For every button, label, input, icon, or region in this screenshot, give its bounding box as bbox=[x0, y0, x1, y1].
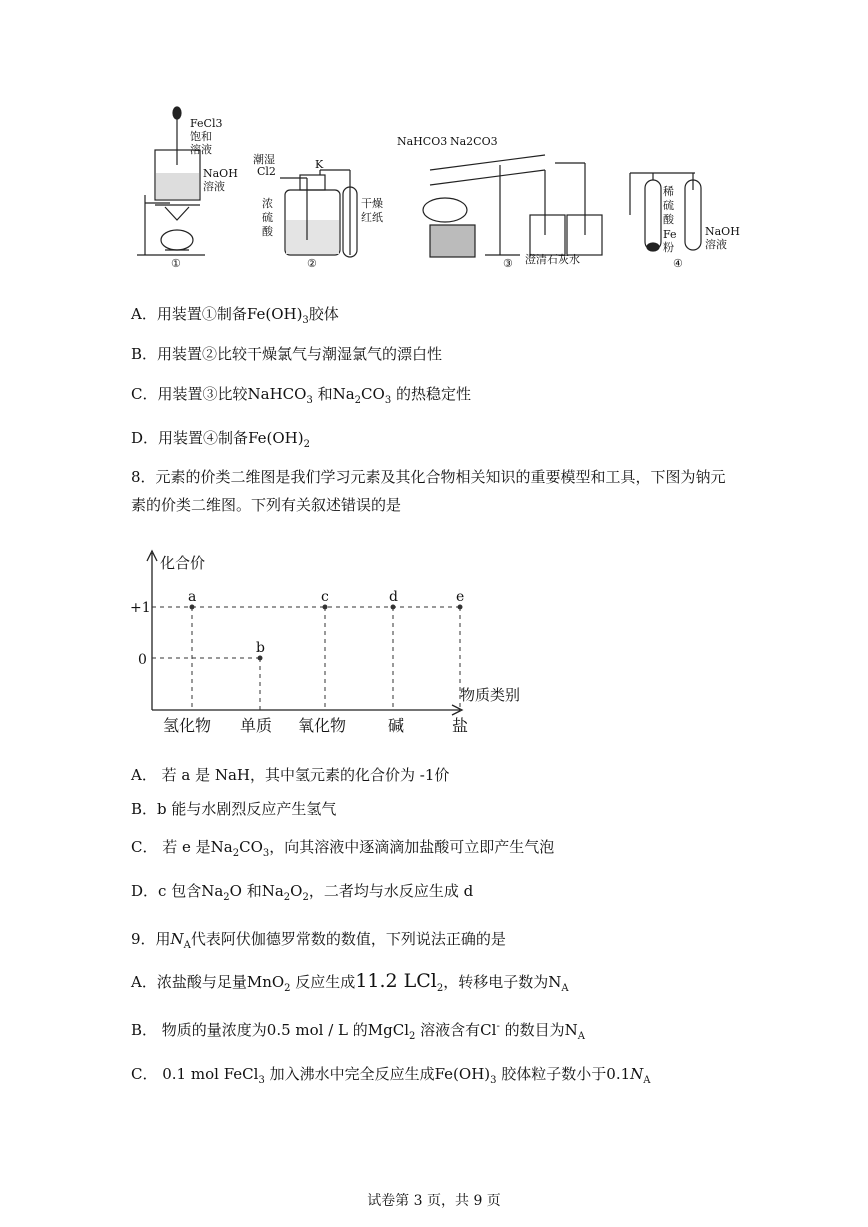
svg-text:NaHCO3: NaHCO3 bbox=[397, 135, 448, 148]
q7-option-a: A．用装置①制备$Fe(OH)_3$胶体 bbox=[131, 305, 339, 326]
chart-xtick-3: 碱 bbox=[388, 716, 405, 735]
chart-point-d bbox=[391, 605, 396, 610]
svg-text:酸: 酸 bbox=[262, 225, 273, 238]
chart-point-label-c: c bbox=[321, 589, 329, 605]
svg-text:酸: 酸 bbox=[663, 213, 674, 226]
svg-text:饱和: 饱和 bbox=[190, 130, 212, 143]
svg-text:Na2CO3: Na2CO3 bbox=[450, 135, 498, 148]
chart-point-e bbox=[458, 605, 463, 610]
svg-text:稀: 稀 bbox=[663, 185, 674, 198]
chart-ytick-0: 0 bbox=[138, 652, 147, 668]
valence-class-chart bbox=[130, 545, 560, 740]
chart-ytick-plus1: +1 bbox=[130, 600, 151, 616]
fig1-number: ① bbox=[171, 257, 181, 270]
chart-point-label-a: a bbox=[188, 589, 197, 605]
svg-text:浓: 浓 bbox=[262, 197, 273, 210]
q9-stem: 9．用$N_A$代表阿伏伽德罗常数的数值，下列说法正确的是 bbox=[131, 930, 506, 951]
svg-text:硫: 硫 bbox=[262, 211, 273, 224]
svg-text:溶液: 溶液 bbox=[203, 180, 225, 193]
svg-text:干燥: 干燥 bbox=[361, 197, 383, 210]
chart-point-b bbox=[258, 656, 263, 661]
svg-text:粉: 粉 bbox=[663, 241, 674, 254]
svg-text:溶液: 溶液 bbox=[705, 238, 727, 251]
q9-option-a: A．浓盐酸与足量MnO$_2$ 反应生成11.2 LCl$_2$，转移电子数为$N_A$ bbox=[131, 970, 569, 994]
q8-stem-line1: 8．元素的价类二维图是我们学习元素及其化合物相关知识的重要模型和工具，下图为钠元 bbox=[131, 468, 726, 486]
chart-point-a bbox=[190, 605, 195, 610]
q9-option-c: C． 0.1 mol FeCl$_3$ 加入沸水中完全反应生成$Fe(OH)_3$ 胶体粒子数小于$0.1N_A$ bbox=[131, 1065, 651, 1086]
fig2-number: ② bbox=[307, 257, 317, 270]
svg-text:NaOH: NaOH bbox=[705, 225, 740, 238]
svg-text:Fe: Fe bbox=[663, 228, 677, 241]
q9-option-b: B． 物质的量浓度为0.5 mol / L 的MgCl$_2$ 溶液含有Cl- 的数目为$N_A$ bbox=[131, 1021, 585, 1042]
chart-xtick-2: 氧化物 bbox=[298, 716, 347, 735]
q8-option-c: C． 若 e 是$Na_2CO_3$，向其溶液中逐滴滴加盐酸可立即产生气泡 bbox=[131, 838, 555, 859]
fig4-number: ④ bbox=[673, 257, 683, 270]
q8-option-b: B．b 能与水剧烈反应产生氢气 bbox=[131, 800, 337, 818]
svg-text:NaOH: NaOH bbox=[203, 167, 238, 180]
chart-xtick-1: 单质 bbox=[240, 716, 273, 735]
q7-option-d: D．用装置④制备$Fe(OH)_2$ bbox=[131, 429, 310, 450]
svg-text:K: K bbox=[315, 158, 324, 171]
q8-option-a: A． 若 a 是 NaH，其中氢元素的化合价为 -1价 bbox=[131, 766, 450, 784]
page-footer: 试卷第 3 页，共 9 页 bbox=[367, 1193, 501, 1209]
q8-stem-line2: 素的价类二维图。下列有关叙述错误的是 bbox=[131, 496, 402, 514]
chart-point-label-e: e bbox=[456, 589, 465, 605]
chart-point-label-d: d bbox=[389, 589, 398, 605]
svg-text:红纸: 红纸 bbox=[361, 211, 383, 224]
chart-xtick-4: 盐 bbox=[452, 716, 469, 735]
chart-xtick-0: 氢化物 bbox=[163, 716, 212, 735]
chart-ylabel: 化合价 bbox=[160, 554, 206, 572]
apparatus-figure bbox=[125, 95, 765, 270]
svg-text:潮湿: 潮湿 bbox=[253, 153, 275, 166]
svg-text:溶液: 溶液 bbox=[190, 143, 212, 156]
chart-point-c bbox=[323, 605, 328, 610]
fig1-fecl3-label: FeCl3 bbox=[190, 117, 223, 130]
fig3-number: ③ bbox=[503, 257, 513, 270]
q7-option-b: B．用装置②比较干燥氯气与潮湿氯气的漂白性 bbox=[131, 345, 443, 363]
chart-point-label-b: b bbox=[256, 640, 265, 656]
svg-text:Cl2: Cl2 bbox=[257, 165, 276, 178]
svg-text:硫: 硫 bbox=[663, 199, 674, 212]
svg-text:澄清石灰水: 澄清石灰水 bbox=[525, 253, 580, 266]
q8-option-d: D．c 包含$Na_2O$ 和$Na_2O_2$，二者均与水反应生成 d bbox=[131, 882, 474, 903]
q7-option-c: C．用装置③比较NaHCO$_3$ 和$Na_2CO_3$ 的热稳定性 bbox=[131, 385, 471, 406]
chart-xlabel: 物质类别 bbox=[460, 686, 521, 704]
